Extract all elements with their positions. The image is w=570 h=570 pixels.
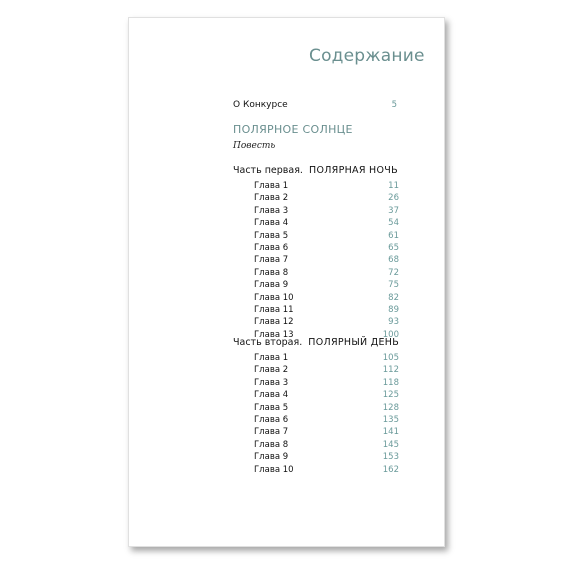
toc-chapter-label[interactable]: Глава 4 [254,218,289,229]
toc-chapter-label[interactable]: Глава 11 [254,305,294,315]
page-title: Содержание [309,46,425,66]
toc-entry-about[interactable] [233,99,288,111]
part-name: ПОЛЯРНАЯ НОЧЬ [309,165,398,176]
part-heading [233,165,398,176]
toc-chapter-label[interactable]: Глава 7 [254,427,289,438]
toc-chapter-page: 135 [382,415,399,425]
part-name: ПОЛЯРНЫЙ ДЕНЬ [308,337,400,348]
toc-chapter-page: 93 [388,317,399,328]
toc-chapter-label[interactable]: Глава 8 [254,439,289,450]
toc-chapter-label[interactable]: Глава 6 [254,243,289,253]
toc-chapter-label[interactable]: Глава 3 [254,377,289,388]
toc-chapter-page: 118 [382,377,399,388]
toc-chapter-label[interactable]: Глава 6 [254,415,289,425]
toc-chapter-label[interactable]: Глава 1 [254,181,289,191]
toc-chapter-label[interactable]: Глава 8 [254,267,289,278]
toc-chapter-label[interactable]: Глава 9 [254,280,289,291]
toc-chapter-page: 54 [388,218,399,229]
toc-chapter-label[interactable]: Глава 9 [254,452,289,463]
toc-chapter-page: 11 [388,181,399,191]
toc-chapter-label[interactable]: Глава 3 [254,205,289,216]
toc-chapter-page: 153 [382,452,399,463]
part-label: Часть первая. [233,165,303,176]
toc-chapter-page: 162 [382,464,399,475]
toc-entry-page: 5 [391,100,397,110]
toc-chapter-label[interactable]: Глава 5 [254,402,289,413]
toc-chapter-label[interactable]: Глава 10 [254,464,294,475]
story-genre: Повесть [233,141,276,151]
toc-chapter-page: 145 [382,439,399,450]
toc-chapter-label[interactable]: Глава 10 [254,292,294,303]
toc-chapter-page: 100 [382,329,399,340]
toc-chapter-page: 65 [388,243,399,253]
toc-chapter-label[interactable]: Глава 2 [254,365,289,376]
toc-chapter-page: 75 [388,280,399,291]
story-title: ПОЛЯРНОЕ СОЛНЦЕ [233,123,353,136]
part-label: Часть вторая. [233,337,303,348]
toc-chapter-page: 61 [388,230,399,241]
part-heading [233,337,399,348]
toc-chapter-page: 68 [388,255,399,266]
toc-chapter-page: 141 [382,427,399,438]
toc-chapter-label[interactable]: Глава 13 [254,329,294,340]
toc-chapter-page: 72 [388,267,399,278]
toc-chapter-label[interactable]: Глава 12 [254,317,294,328]
toc-chapter-page: 128 [382,402,399,413]
toc-chapter-label[interactable]: Глава 5 [254,230,289,241]
toc-entry-label: О Конкурсе [233,100,288,110]
toc-chapter-page: 112 [382,365,399,376]
toc-chapter-page: 105 [382,353,399,363]
toc-chapter-page: 125 [382,390,399,401]
toc-chapter-label[interactable]: Глава 4 [254,390,289,401]
toc-chapter-label[interactable]: Глава 1 [254,353,289,363]
toc-chapter-page: 26 [388,193,399,204]
toc-chapter-label[interactable]: Глава 2 [254,193,289,204]
toc-chapter-page: 89 [388,305,399,315]
toc-chapter-page: 37 [388,205,399,216]
toc-chapter-page: 82 [388,292,399,303]
toc-chapter-label[interactable]: Глава 7 [254,255,289,266]
